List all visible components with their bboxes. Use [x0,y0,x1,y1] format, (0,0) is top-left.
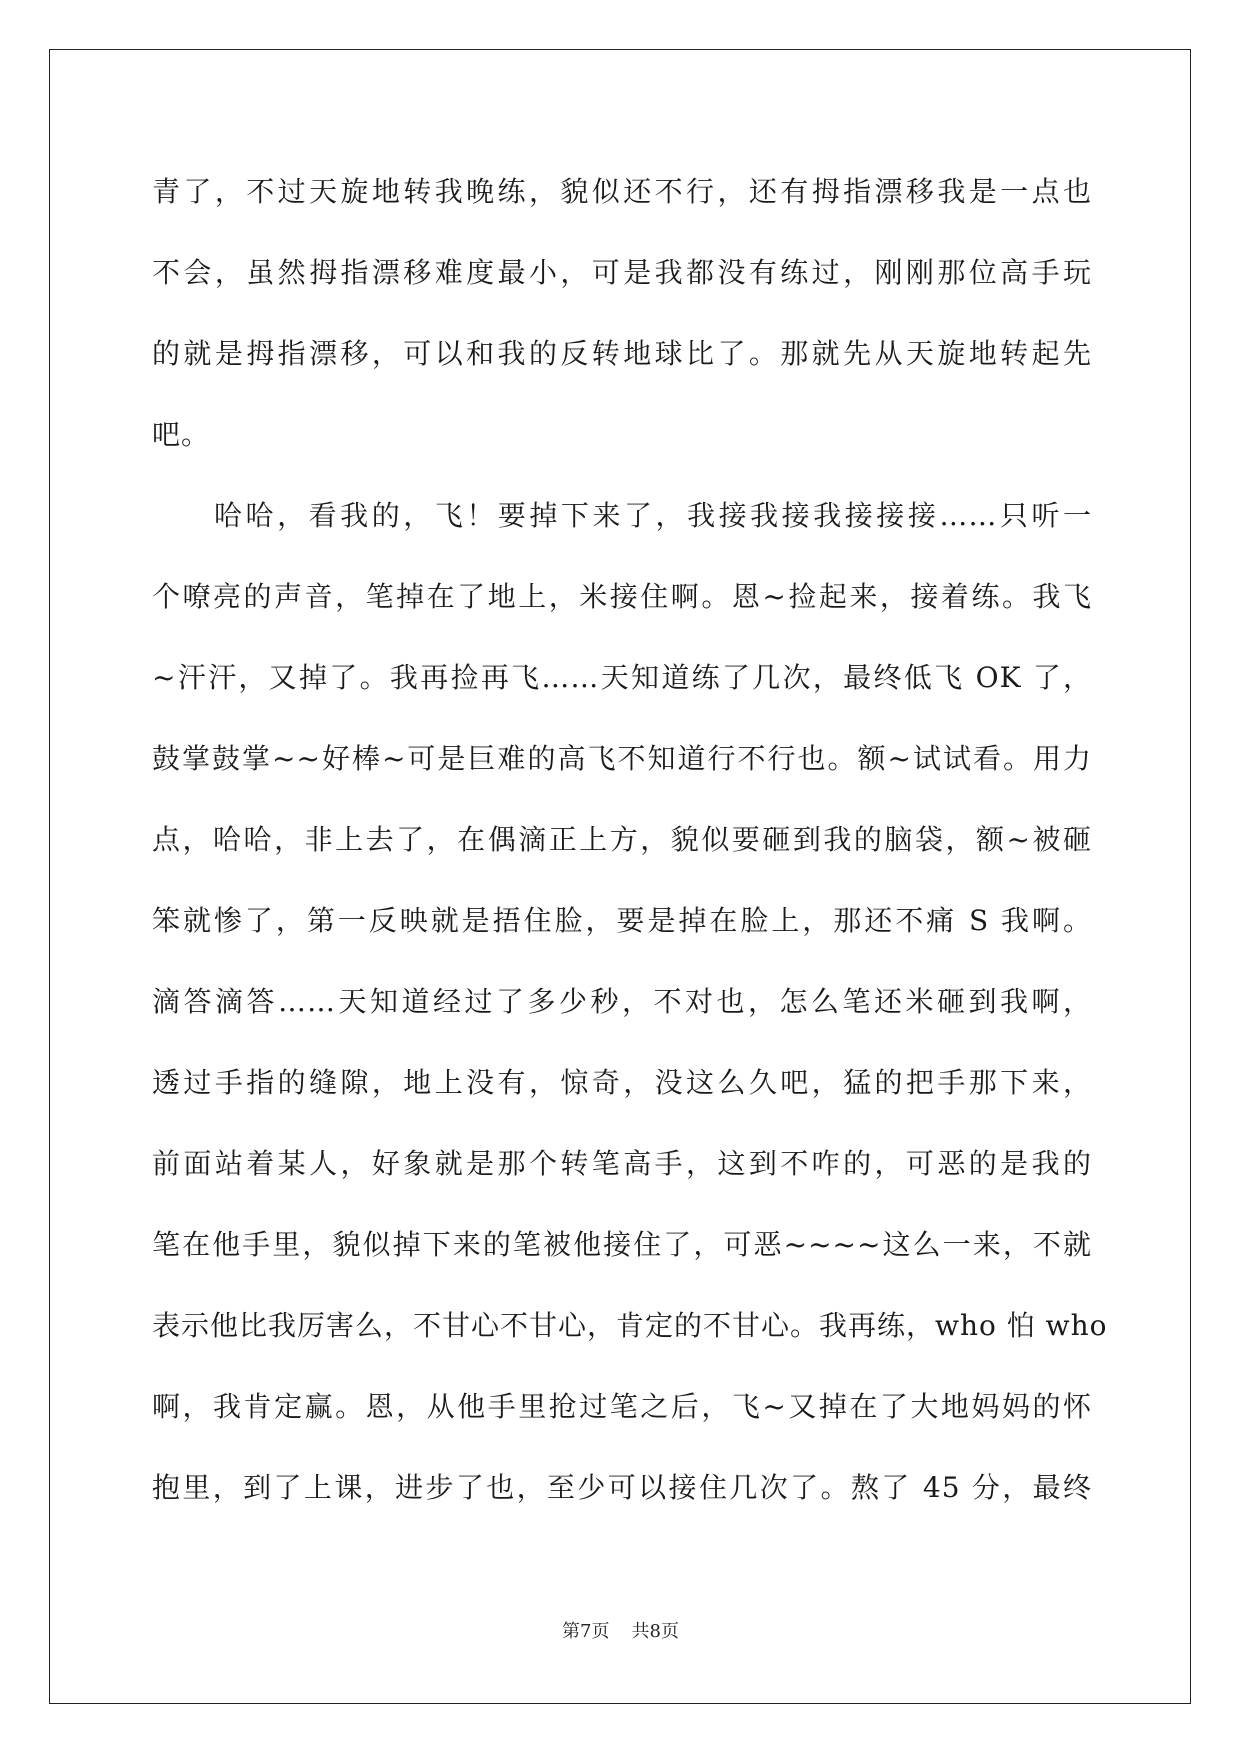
text-line: 的就是拇指漂移，可以和我的反转地球比了。那就先从天旋地转起先 [152,337,1092,370]
paragraph-1 [152,160,1092,484]
text-line: 滴答滴答……天知道经过了多少秒，不对也，怎么笔还米砸到我啊， [152,985,1092,1018]
text-line: 点，哈哈，非上去了，在偶滴正上方，貌似要砸到我的脑袋，额~被砸 [152,823,1092,856]
text-line: 哈哈，看我的，飞！要掉下来了，我接我接我接接接……只听一 [214,499,1092,532]
text-line: 笨就惨了，第一反映就是捂住脸，要是掉在脸上，那还不痛 S 我啊。 [152,904,1092,937]
text-line: 不会，虽然拇指漂移难度最小，可是我都没有练过，刚刚那位高手玩 [152,256,1092,289]
text-line: 个嘹亮的声音，笔掉在了地上，米接住啊。恩~捡起来，接着练。我飞 [152,580,1092,613]
paragraph-2 [152,484,1108,1537]
text-line: 前面站着某人，好象就是那个转笔高手，这到不咋的，可恶的是我的 [152,1147,1092,1180]
document-body [152,160,1108,1537]
page-number: 第7页 [562,1621,610,1642]
text-line: 啊，我肯定赢。恩，从他手里抢过笔之后，飞~又掉在了大地妈妈的怀 [152,1390,1092,1423]
text-line: 表示他比我厉害么，不甘心不甘心，肯定的不甘心。我再练，who 怕 who [152,1309,1108,1342]
page-footer [0,1620,1241,1644]
text-line: 笔在他手里，貌似掉下来的笔被他接住了，可恶~~~~这么一来，不就 [152,1228,1092,1261]
text-line: 青了，不过天旋地转我晚练，貌似还不行，还有拇指漂移我是一点也 [152,175,1092,208]
text-line: 鼓掌鼓掌~~好棒~可是巨难的高飞不知道行不行也。额~试试看。用力 [152,742,1092,775]
total-pages: 共8页 [631,1621,679,1642]
text-line: 透过手指的缝隙，地上没有，惊奇，没这么久吧，猛的把手那下来， [152,1066,1092,1099]
text-line: 吧。 [152,418,211,451]
text-line: ~汗汗，又掉了。我再捡再飞……天知道练了几次，最终低飞 OK 了， [152,661,1092,694]
text-line: 抱里，到了上课，进步了也，至少可以接住几次了。熬了 45 分，最终 [152,1471,1092,1504]
